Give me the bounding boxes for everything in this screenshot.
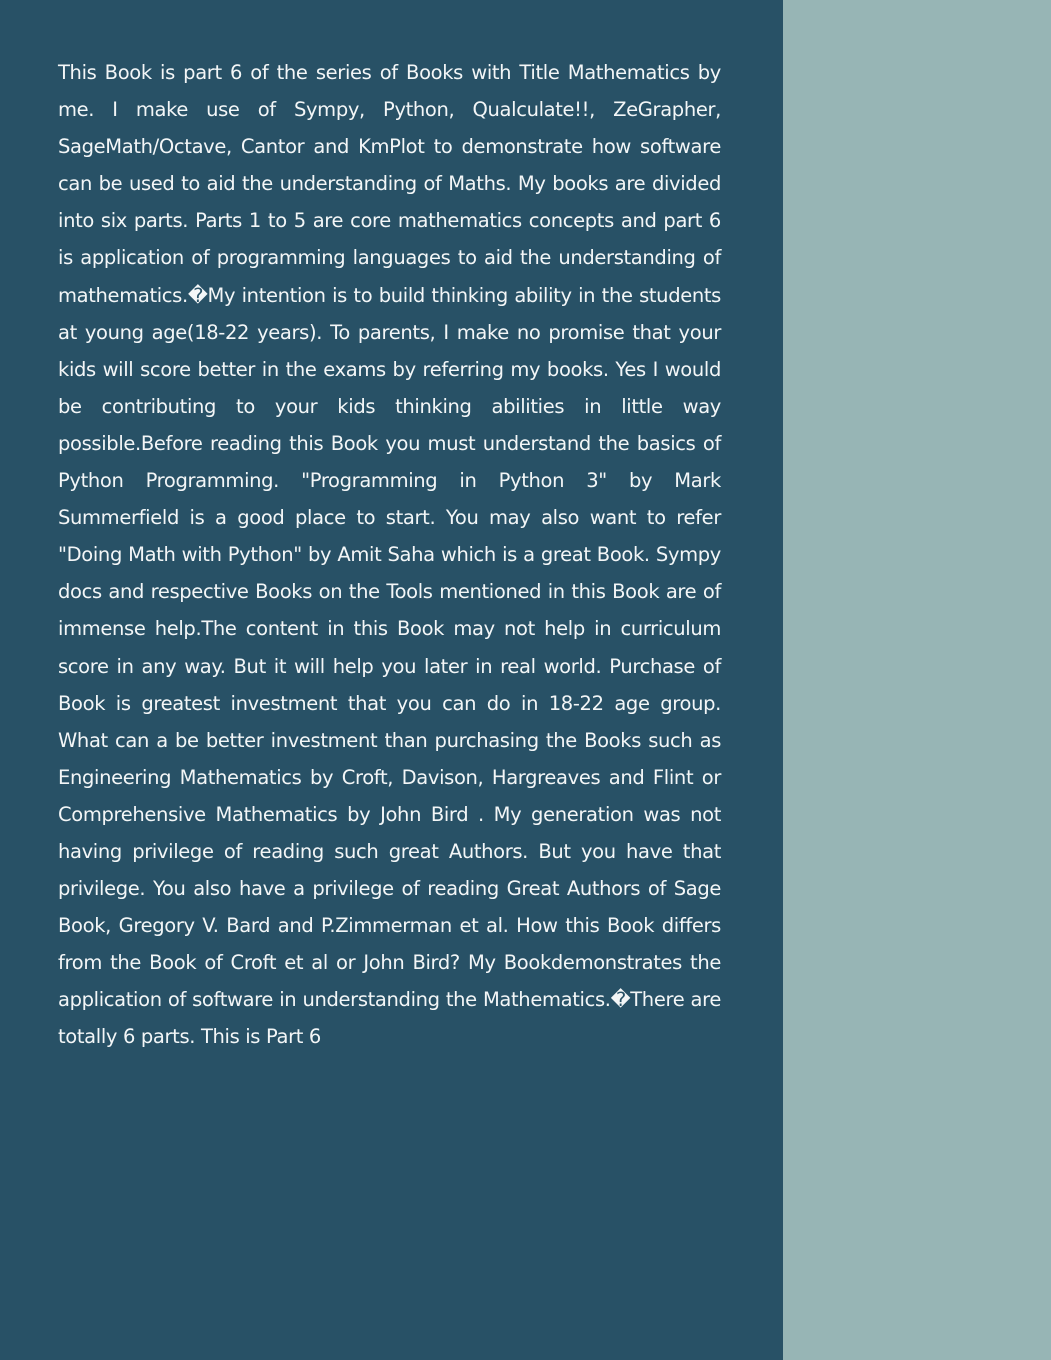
back-cover-blurb: This Book is part 6 of the series of Books with Title Mathematics by me. I make use of Sympy, Python, Qualculate!!, ZeGrapher, SageMath/Octave, Cantor and KmPlot to demonstrate how software can be used to aid the understanding of Maths. My books are divided into six parts. Parts 1 to 5 are core mathematics concepts and part 6 is application of programming languages to aid the understanding of mathematics.�My intention is to build thinking ability in the students at young age(18-22 years). To parents, I make no promise that your kids will score better in the exams by referring my books. Yes I would be contributing to your kids thinking abilities in little way possible.Before reading this Book you must understand the basics of Python Programming. "Programming in Python 3" by Mark Summerfield is a good place to start. You may also want to refer "Doing Math with Python" by Amit Saha which is a great Book. Sympy docs and respective Books on the Tools mentioned in this Book are of immense help.The content in this Book may not help in curriculum score in any way. But it will help you later in real world. Purchase of Book is greatest investment that you can do in 18-22 age group. What can a be better investment than purchasing the Books such as Engineering Mathematics by Croft, Davison, Hargreaves and Flint or Comprehensive Mathematics by John Bird . My generation was not having privilege of reading such great Authors. But you have that privilege. You also have a privilege of reading Great Authors of Sage Book, Gregory V. Bard and P.Zimmerman et al. How this Book differs from the Book of Croft et al or John Bird? My Bookdemonstrates the application of software in understanding the Mathematics.�There are totally 6 parts. This is Part 6: [58, 61, 721, 1049]
spine-color-panel: [783, 0, 1051, 1360]
